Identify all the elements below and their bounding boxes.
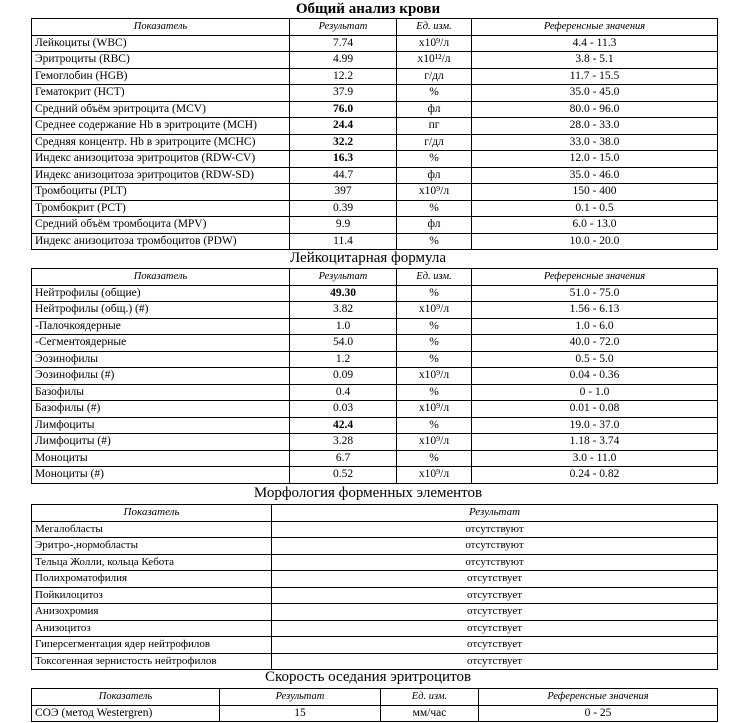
table-row: [32, 85, 718, 102]
table-row: [32, 467, 718, 484]
header-unit: Ед. изм.: [381, 689, 479, 706]
table-row: [32, 134, 718, 151]
result-cell: отсутствует: [272, 637, 718, 654]
result-cell: 42.4: [290, 417, 397, 434]
unit-cell: %: [397, 335, 472, 352]
result-cell: 0.52: [290, 467, 397, 484]
unit-cell: %: [397, 233, 472, 250]
result-cell: 37.9: [290, 85, 397, 102]
parameter-cell: Нейтрофилы (общие): [32, 285, 290, 302]
unit-cell: x10⁹/л: [397, 35, 472, 52]
result-cell: отсутствует: [272, 604, 718, 621]
table-row: [32, 217, 718, 234]
parameter-cell: Эозинофилы (#): [32, 368, 290, 385]
table-row: [32, 434, 718, 451]
header-result: Результат: [290, 19, 397, 36]
table-row: [32, 184, 718, 201]
header-result: Результат: [220, 689, 381, 706]
parameter-cell: Токсогенная зернистость нейтрофилов: [32, 653, 272, 670]
parameter-cell: Эозинофилы: [32, 351, 290, 368]
parameter-cell: Лимфоциты: [32, 417, 290, 434]
table-header-row: [32, 505, 718, 522]
table-row: [32, 368, 718, 385]
table-row: [32, 35, 718, 52]
parameter-cell: СОЭ (метод Westergren): [32, 705, 220, 722]
reference-cell: 0.01 - 0.08: [472, 401, 718, 418]
header-reference: Референсные значения: [472, 19, 718, 36]
table-row: [32, 52, 718, 69]
table-row: [32, 705, 718, 722]
reference-cell: 28.0 - 33.0: [472, 118, 718, 135]
table-row: [32, 101, 718, 118]
table-row: [32, 450, 718, 467]
table-header-row: [32, 269, 718, 286]
result-cell: 12.2: [290, 68, 397, 85]
unit-cell: г/дл: [397, 68, 472, 85]
table-row: [32, 604, 718, 621]
cbc-table: [31, 18, 718, 250]
parameter-cell: -Сегментоядерные: [32, 335, 290, 352]
reference-cell: 19.0 - 37.0: [472, 417, 718, 434]
result-cell: 1.2: [290, 351, 397, 368]
parameter-cell: Тромбокрит (PCT): [32, 200, 290, 217]
unit-cell: x10¹²/л: [397, 52, 472, 69]
result-cell: 76.0: [290, 101, 397, 118]
parameter-cell: Индекс анизоцитоза эритроцитов (RDW-CV): [32, 151, 290, 168]
reference-cell: 12.0 - 15.0: [472, 151, 718, 168]
unit-cell: x10⁹/л: [397, 467, 472, 484]
table-row: [32, 538, 718, 555]
unit-cell: фл: [397, 167, 472, 184]
header-reference: Референсные значения: [479, 689, 718, 706]
table-row: [32, 167, 718, 184]
reference-cell: 0 - 1.0: [472, 384, 718, 401]
unit-cell: мм/час: [381, 705, 479, 722]
parameter-cell: Среднее содержание Hb в эритроците (MCH): [32, 118, 290, 135]
section-title-leukocyte-formula: Лейкоцитарная формула: [289, 250, 447, 266]
parameter-cell: Тельца Жолли, кольца Кебота: [32, 554, 272, 571]
reference-cell: 3.8 - 5.1: [472, 52, 718, 69]
reference-cell: 80.0 - 96.0: [472, 101, 718, 118]
result-cell: 3.82: [290, 302, 397, 319]
parameter-cell: -Палочкоядерные: [32, 318, 290, 335]
result-cell: 32.2: [290, 134, 397, 151]
table-row: [32, 587, 718, 604]
unit-cell: x10⁹/л: [397, 184, 472, 201]
table-row: [32, 151, 718, 168]
parameter-cell: Гемоглобин (HGB): [32, 68, 290, 85]
header-result: Результат: [272, 505, 718, 522]
table-row: [32, 68, 718, 85]
table-header-row: [32, 19, 718, 36]
table-row: [32, 417, 718, 434]
table-row: [32, 384, 718, 401]
result-cell: отсутствуют: [272, 538, 718, 555]
section-title-morphology: Морфология форменных элементов: [253, 485, 483, 501]
header-reference: Референсные значения: [472, 269, 718, 286]
unit-cell: %: [397, 200, 472, 217]
result-cell: 9.9: [290, 217, 397, 234]
table-row: [32, 571, 718, 588]
result-cell: 24.4: [290, 118, 397, 135]
parameter-cell: Средний объём эритроцита (MCV): [32, 101, 290, 118]
table-row: [32, 233, 718, 250]
parameter-cell: Базофилы: [32, 384, 290, 401]
result-cell: 16.3: [290, 151, 397, 168]
parameter-cell: Индекс анизоцитоза эритроцитов (RDW-SD): [32, 167, 290, 184]
section-title-cbc: Общий анализ крови: [295, 1, 441, 17]
esr-table: [31, 688, 718, 722]
table-row: [32, 200, 718, 217]
parameter-cell: Эритроциты (RBC): [32, 52, 290, 69]
parameter-cell: Анизоцитоз: [32, 620, 272, 637]
reference-cell: 6.0 - 13.0: [472, 217, 718, 234]
unit-cell: %: [397, 351, 472, 368]
unit-cell: %: [397, 318, 472, 335]
unit-cell: %: [397, 417, 472, 434]
parameter-cell: Лейкоциты (WBC): [32, 35, 290, 52]
table-row: [32, 637, 718, 654]
table-row: [32, 318, 718, 335]
result-cell: 0.4: [290, 384, 397, 401]
unit-cell: %: [397, 384, 472, 401]
result-cell: отсутствует: [272, 571, 718, 588]
reference-cell: 3.0 - 11.0: [472, 450, 718, 467]
unit-cell: %: [397, 450, 472, 467]
reference-cell: 40.0 - 72.0: [472, 335, 718, 352]
reference-cell: 33.0 - 38.0: [472, 134, 718, 151]
header-parameter: Показатель: [32, 505, 272, 522]
table-row: [32, 401, 718, 418]
parameter-cell: Анизохромия: [32, 604, 272, 621]
reference-cell: 0.5 - 5.0: [472, 351, 718, 368]
result-cell: 49.30: [290, 285, 397, 302]
result-cell: 54.0: [290, 335, 397, 352]
table-row: [32, 521, 718, 538]
reference-cell: 150 - 400: [472, 184, 718, 201]
result-cell: 44.7: [290, 167, 397, 184]
result-cell: отсутствует: [272, 620, 718, 637]
result-cell: отсутствуют: [272, 521, 718, 538]
section-title-esr: Скорость оседания эритроцитов: [264, 669, 472, 685]
header-result: Результат: [290, 269, 397, 286]
parameter-cell: Мегалобласты: [32, 521, 272, 538]
unit-cell: фл: [397, 101, 472, 118]
header-unit: Ед. изм.: [397, 19, 472, 36]
table-header-row: [32, 689, 718, 706]
result-cell: 15: [220, 705, 381, 722]
reference-cell: 35.0 - 46.0: [472, 167, 718, 184]
parameter-cell: Эритро-,нормобласты: [32, 538, 272, 555]
reference-cell: 35.0 - 45.0: [472, 85, 718, 102]
reference-cell: 1.0 - 6.0: [472, 318, 718, 335]
unit-cell: %: [397, 285, 472, 302]
reference-cell: 0.1 - 0.5: [472, 200, 718, 217]
unit-cell: x10⁹/л: [397, 434, 472, 451]
morphology-table: [31, 504, 718, 670]
result-cell: 1.0: [290, 318, 397, 335]
parameter-cell: Индекс анизоцитоза тромбоцитов (PDW): [32, 233, 290, 250]
parameter-cell: Средний объём тромбоцита (MPV): [32, 217, 290, 234]
result-cell: 6.7: [290, 450, 397, 467]
result-cell: 4.99: [290, 52, 397, 69]
result-cell: отсутствует: [272, 587, 718, 604]
header-unit: Ед. изм.: [397, 269, 472, 286]
parameter-cell: Гематокрит (HCT): [32, 85, 290, 102]
result-cell: 7.74: [290, 35, 397, 52]
unit-cell: x10⁹/л: [397, 302, 472, 319]
header-parameter: Показатель: [32, 689, 220, 706]
reference-cell: 0.24 - 0.82: [472, 467, 718, 484]
result-cell: 397: [290, 184, 397, 201]
table-row: [32, 351, 718, 368]
result-cell: 3.28: [290, 434, 397, 451]
reference-cell: 4.4 - 11.3: [472, 35, 718, 52]
leukocyte-formula-table: [31, 268, 718, 484]
reference-cell: 1.56 - 6.13: [472, 302, 718, 319]
unit-cell: %: [397, 85, 472, 102]
reference-cell: 0.04 - 0.36: [472, 368, 718, 385]
parameter-cell: Базофилы (#): [32, 401, 290, 418]
parameter-cell: Тромбоциты (PLT): [32, 184, 290, 201]
parameter-cell: Средняя концентр. Hb в эритроците (MCHC): [32, 134, 290, 151]
unit-cell: x10⁹/л: [397, 368, 472, 385]
reference-cell: 11.7 - 15.5: [472, 68, 718, 85]
result-cell: 0.09: [290, 368, 397, 385]
parameter-cell: Моноциты (#): [32, 467, 290, 484]
reference-cell: 10.0 - 20.0: [472, 233, 718, 250]
reference-cell: 51.0 - 75.0: [472, 285, 718, 302]
table-row: [32, 620, 718, 637]
parameter-cell: Гиперсегментация ядер нейтрофилов: [32, 637, 272, 654]
unit-cell: пг: [397, 118, 472, 135]
parameter-cell: Нейтрофилы (общ.) (#): [32, 302, 290, 319]
table-row: [32, 335, 718, 352]
table-row: [32, 118, 718, 135]
parameter-cell: Полихроматофилия: [32, 571, 272, 588]
table-row: [32, 285, 718, 302]
reference-cell: 0 - 25: [479, 705, 718, 722]
result-cell: отсутствуют: [272, 554, 718, 571]
parameter-cell: Моноциты: [32, 450, 290, 467]
unit-cell: г/дл: [397, 134, 472, 151]
unit-cell: x10⁹/л: [397, 401, 472, 418]
table-row: [32, 302, 718, 319]
table-row: [32, 554, 718, 571]
result-cell: 0.39: [290, 200, 397, 217]
parameter-cell: Лимфоциты (#): [32, 434, 290, 451]
result-cell: 11.4: [290, 233, 397, 250]
reference-cell: 1.18 - 3.74: [472, 434, 718, 451]
header-parameter: Показатель: [32, 269, 290, 286]
unit-cell: %: [397, 151, 472, 168]
unit-cell: фл: [397, 217, 472, 234]
header-parameter: Показатель: [32, 19, 290, 36]
result-cell: 0.03: [290, 401, 397, 418]
result-cell: отсутствует: [272, 653, 718, 670]
parameter-cell: Пойкилоцитоз: [32, 587, 272, 604]
